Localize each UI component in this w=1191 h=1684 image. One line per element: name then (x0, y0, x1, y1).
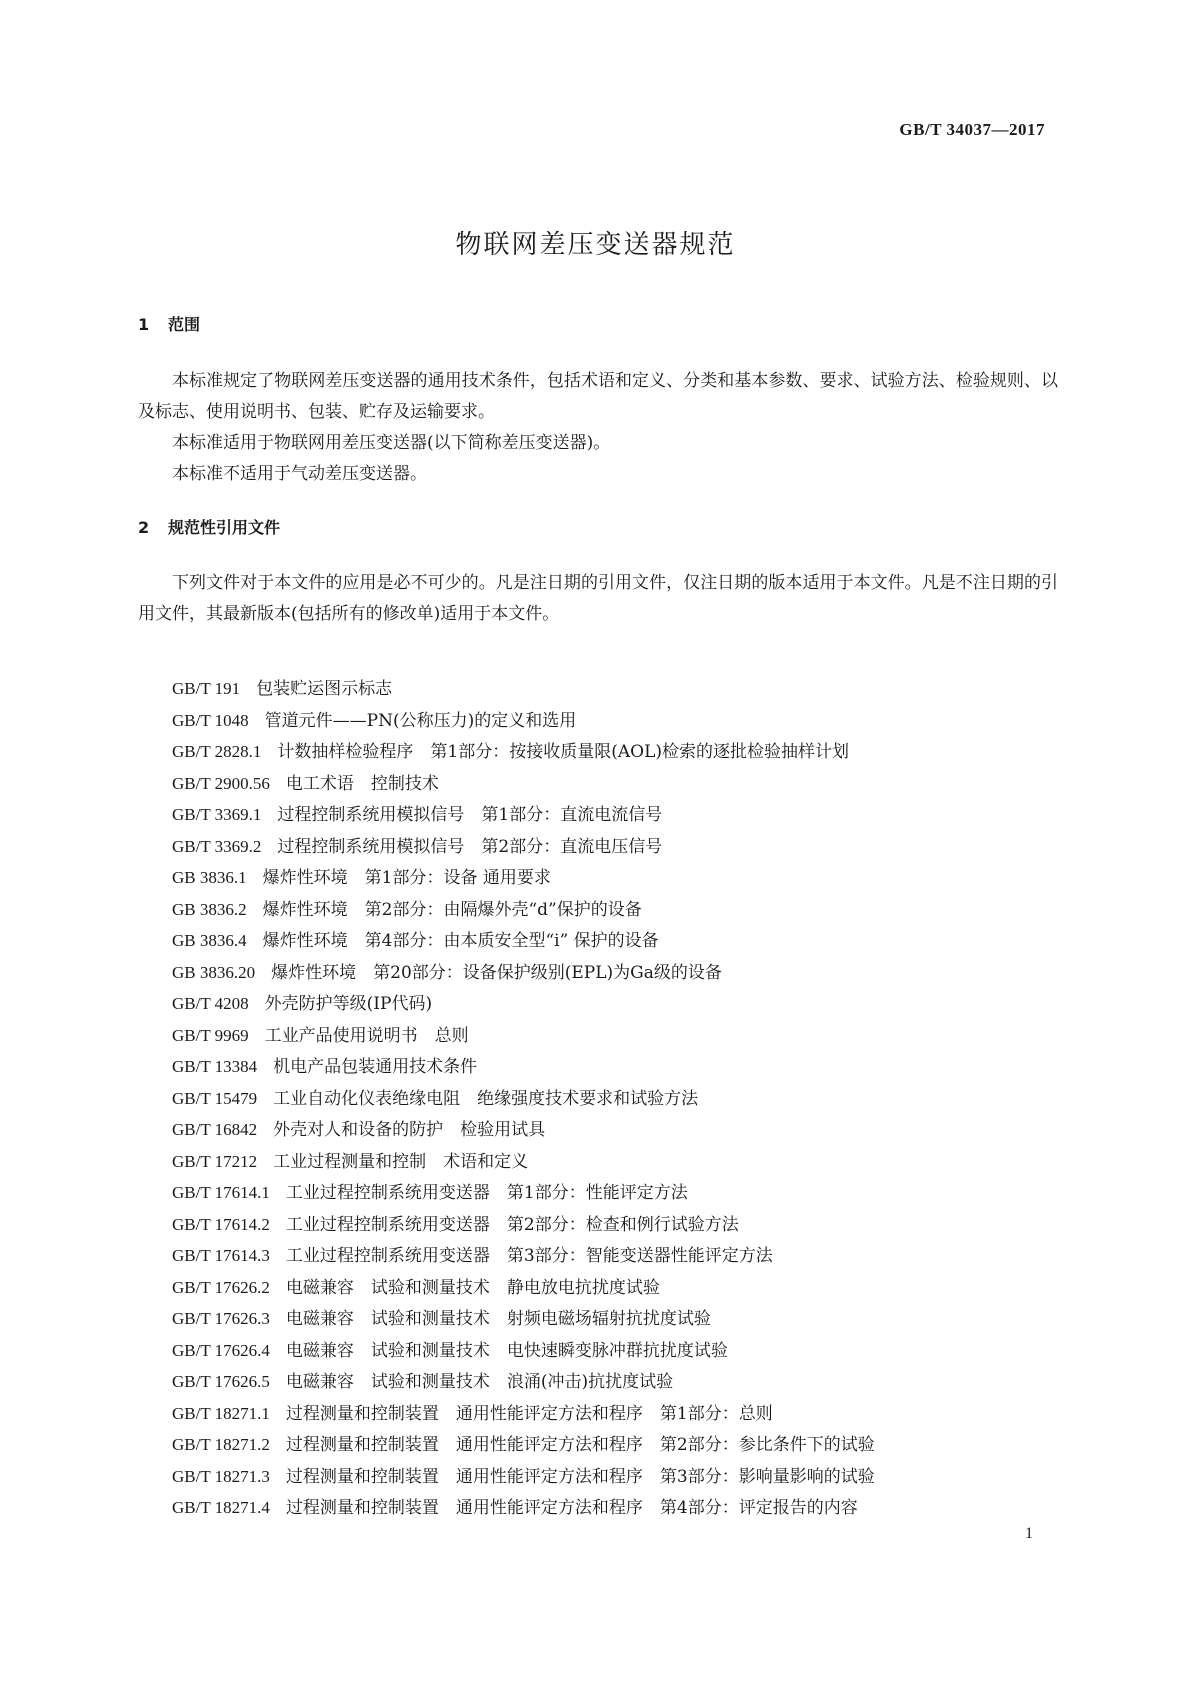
reference-item (172, 1398, 1072, 1430)
reference-title: 包装贮运图示标志 (256, 679, 393, 699)
reference-title: 过程测量和控制装置 通用性能评定方法和程序 第2部分：参比条件下的试验 (285, 1435, 875, 1455)
reference-title: 电磁兼容 试验和测量技术 静电放电抗扰度试验 (285, 1277, 660, 1298)
standard-number: GB/T 34037—2017 (899, 120, 1045, 139)
scope-paragraph: 本标准不适用于气动差压变送器。 (172, 464, 427, 484)
reference-code: GB/T 15479 (172, 1088, 258, 1108)
reference-title: 爆炸性环境 第4部分：由本质安全型“i” 保护的设备 (262, 931, 659, 951)
document-title: 物联网差压变送器规范 (455, 230, 736, 260)
reference-item (172, 705, 1072, 737)
reference-title: 工业过程测量和控制 术语和定义 (273, 1151, 529, 1172)
section-heading-scope (138, 312, 200, 335)
reference-item (172, 1335, 1072, 1367)
reference-item (172, 925, 1072, 957)
reference-title: 电磁兼容 试验和测量技术 浪涌(冲击)抗扰度试验 (285, 1372, 674, 1392)
reference-code: GB/T 18271.4 (172, 1498, 270, 1517)
reference-code: GB/T 17626.5 (172, 1372, 270, 1391)
reference-item (172, 1020, 1072, 1052)
reference-code: GB/T 17626.4 (172, 1340, 270, 1360)
reference-title: 工业产品使用说明书 总则 (264, 1025, 469, 1046)
reference-item (172, 1209, 1072, 1241)
reference-title: 工业过程控制系统用变送器 第3部分：智能变送器性能评定方法 (285, 1246, 773, 1266)
reference-item (172, 894, 1072, 926)
reference-item (172, 957, 1072, 989)
reference-title: 过程控制系统用模拟信号 第2部分：直流电压信号 (277, 836, 663, 857)
section-title: 范围 (168, 315, 201, 334)
reference-code: GB/T 17626.3 (172, 1309, 270, 1328)
reference-code: GB/T 17626.2 (172, 1277, 270, 1297)
reference-title: 爆炸性环境 第1部分：设备 通用要求 (262, 868, 551, 888)
reference-code: GB/T 191 (172, 679, 241, 698)
references-intro-paragraph: 下列文件对于本文件的应用是必不可少的。凡是注日期的引用文件，仅注日期的版本适用于本文件。凡是不注日期的引用文件，其最新版本(包括所有的修改单)适用于本文件。 (138, 573, 1058, 624)
reference-item (172, 799, 1072, 831)
section-number: 1 (138, 315, 150, 334)
reference-item (172, 1461, 1072, 1493)
reference-title: 电磁兼容 试验和测量技术 射频电磁场辐射抗扰度试验 (285, 1309, 711, 1329)
reference-list (172, 673, 1072, 1524)
reference-code: GB/T 17212 (172, 1151, 258, 1171)
reference-item (172, 673, 1072, 705)
reference-code: GB/T 17614.3 (172, 1246, 270, 1265)
reference-item (172, 1177, 1072, 1209)
reference-code: GB/T 3369.1 (172, 805, 262, 824)
reference-item (172, 768, 1072, 800)
reference-title: 过程测量和控制装置 通用性能评定方法和程序 第4部分：评定报告的内容 (285, 1498, 858, 1518)
references-intro (138, 568, 1058, 630)
section-heading-normative-references (138, 515, 280, 538)
reference-item (172, 1051, 1072, 1083)
reference-title: 过程测量和控制装置 通用性能评定方法和程序 第3部分：影响量影响的试验 (285, 1466, 875, 1487)
reference-item (172, 1272, 1072, 1304)
reference-title: 工业过程控制系统用变送器 第1部分：性能评定方法 (285, 1183, 688, 1203)
reference-title: 外壳对人和设备的防护 检验用试具 (273, 1120, 546, 1140)
reference-code: GB/T 2900.56 (172, 773, 270, 793)
reference-title: 爆炸性环境 第2部分：由隔爆外壳“d”保护的设备 (262, 899, 642, 920)
reference-code: GB/T 9969 (172, 1025, 249, 1045)
reference-item (172, 988, 1072, 1020)
reference-item (172, 1303, 1072, 1335)
reference-title: 工业自动化仪表绝缘电阻 绝缘强度技术要求和试验方法 (273, 1088, 699, 1109)
reference-title: 电工术语 控制技术 (285, 773, 439, 794)
reference-code: GB/T 1048 (172, 710, 249, 730)
reference-title: 机电产品包装通用技术条件 (273, 1057, 478, 1077)
reference-item (172, 1366, 1072, 1398)
reference-title: 工业过程控制系统用变送器 第2部分：检查和例行试验方法 (285, 1214, 739, 1235)
reference-code: GB 3836.1 (172, 868, 247, 887)
section-number: 2 (138, 518, 150, 537)
reference-item (172, 1146, 1072, 1178)
reference-title: 爆炸性环境 第20部分：设备保护级别(EPL)为Ga级的设备 (271, 962, 722, 983)
reference-title: 外壳防护等级(IP代码) (264, 994, 433, 1014)
scope-body (138, 366, 1058, 490)
reference-title: 计数抽样检验程序 第1部分：按接收质量限(AOL)检索的逐批检验抽样计划 (277, 742, 850, 762)
reference-title: 过程测量和控制装置 通用性能评定方法和程序 第1部分：总则 (285, 1403, 773, 1424)
reference-code: GB/T 4208 (172, 994, 249, 1013)
reference-item (172, 1114, 1072, 1146)
reference-code: GB/T 2828.1 (172, 742, 262, 761)
reference-item (172, 1492, 1072, 1524)
reference-code: GB 3836.4 (172, 931, 247, 950)
reference-title: 电磁兼容 试验和测量技术 电快速瞬变脉冲群抗扰度试验 (285, 1340, 728, 1361)
scope-paragraph: 本标准适用于物联网用差压变送器(以下简称差压变送器)。 (172, 433, 611, 453)
reference-item (172, 1429, 1072, 1461)
scope-paragraph: 本标准规定了物联网差压变送器的通用技术条件，包括术语和定义、分类和基本参数、要求、试验方法、检验规则、以及标志、使用说明书、包装、贮存及运输要求。 (138, 371, 1058, 422)
reference-code: GB/T 18271.1 (172, 1403, 270, 1423)
reference-item (172, 1083, 1072, 1115)
reference-title: 管道元件——PN(公称压力)的定义和选用 (264, 710, 577, 731)
reference-item (172, 1240, 1072, 1272)
reference-item (172, 736, 1072, 768)
reference-code: GB/T 3369.2 (172, 836, 262, 856)
reference-code: GB 3836.2 (172, 899, 247, 919)
reference-code: GB/T 17614.1 (172, 1183, 270, 1202)
reference-code: GB/T 18271.2 (172, 1435, 270, 1454)
reference-item (172, 862, 1072, 894)
reference-code: GB/T 18271.3 (172, 1466, 270, 1486)
reference-item (172, 831, 1072, 863)
reference-code: GB/T 13384 (172, 1057, 258, 1076)
reference-title: 过程控制系统用模拟信号 第1部分：直流电流信号 (277, 805, 663, 825)
reference-code: GB 3836.20 (172, 962, 256, 982)
page-number: 1 (1025, 1525, 1033, 1542)
reference-code: GB/T 17614.2 (172, 1214, 270, 1234)
section-title: 规范性引用文件 (168, 518, 281, 537)
reference-code: GB/T 16842 (172, 1120, 258, 1139)
